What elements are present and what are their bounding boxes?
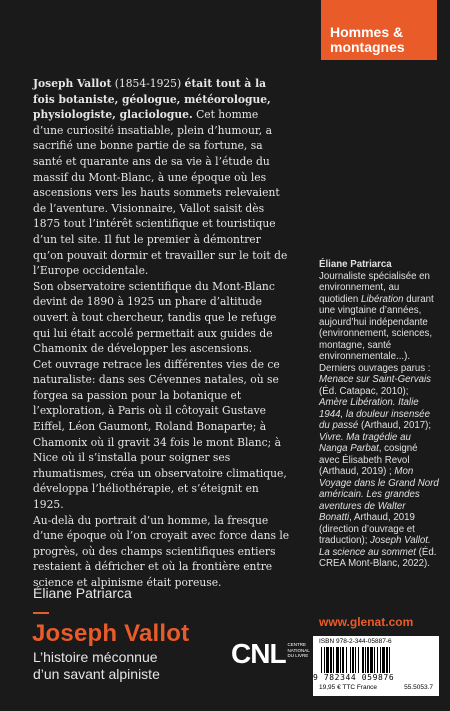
cnl-text: CENTRE NATIONAL DU LIVRE <box>287 642 310 658</box>
bio-text-7: (Éd. CREA Mont-Blanc, 2022). <box>319 546 437 569</box>
bio-italic-5: Mon Voyage dans le Grand Nord américain. Les grandes aventures de Walter Bonatti <box>319 466 439 523</box>
bio-text-1: Journaliste spécialisée en environnement, au quotidien <box>319 270 430 305</box>
bio-italic-1: Libération <box>361 293 404 305</box>
cnl-mark: CNL <box>231 638 286 669</box>
book-subtitle <box>33 649 233 683</box>
blurb-paragraph-1 <box>33 76 291 279</box>
author-bio <box>319 259 439 570</box>
product-code: 55.5053.7 <box>404 684 433 691</box>
blurb-paragraph-2: Son observatoire scientifique du Mont-Blanc devint de 1890 à 1925 un phare d’altitude ouvert à tout chercheur, tandis que le refuge qui lui était accolé permettait aux guides de Chamonix de développer les ascensions. <box>33 279 277 356</box>
ean-digits: 9 782344 059876 <box>313 673 395 682</box>
subtitle-line-2: d’un savant alpiniste <box>33 666 160 682</box>
bio-italic-4: Vivre. Ma tragédie au Nanga Parbat <box>319 431 411 454</box>
blurb-paragraph-4: Au-delà du portrait d’un homme, la fresque d’une époque où l’on croyait avec force dans le progrès, où des champs scientifiques entiers restaient à défricher et où la frontière entre science et alpinisme était poreuse. <box>33 513 290 589</box>
bio-italic-6: Joseph Vallot. La science au sommet <box>319 535 431 558</box>
cnl-logo <box>231 640 314 668</box>
blurb-lead-roles: était tout à la fois botaniste, géologue, météorologue, physiologiste, glaciologue. <box>33 77 271 122</box>
bio-italic-3: Amère Libération. Italie 1944, la douleur insensée du passé <box>319 397 430 431</box>
bio-italic-2: Menace sur Saint-Gervais <box>319 374 431 385</box>
bio-text-3: (Éd. Catapac, 2010); <box>319 385 409 397</box>
orange-divider <box>33 612 49 614</box>
subtitle-line-1: L’histoire méconnue <box>33 649 158 665</box>
barcode-icon <box>319 647 433 673</box>
bio-text-2: durant une vingtaine d’années, aujourd’hui indépendante (environnement, sciences, montagne, santé environnementale...). Derniers ouvrages parus : <box>319 293 434 374</box>
bio-text-5: , cosigné avec Élisabeth Revol (Arthaud, 2019) ; <box>319 443 418 477</box>
collection-badge <box>321 0 437 60</box>
blurb-lead-dates: (1854-1925) <box>111 77 185 90</box>
collection-line-2: montagnes <box>330 39 405 55</box>
bio-text-4: (Arthaud, 2017); <box>358 420 432 431</box>
blurb-text <box>33 76 291 591</box>
blurb-p1-tail: Cet homme d’une curiosité insatiable, plein d’humour, a sacrifié une bonne partie de sa fortune, sa santé et quarante ans de sa vie à l’étude du massif du Mont-Blanc, à une époque où les ascensions vers les hauts sommets relevaient de l’aventure. Visionnaire, Vallot saisit dès 1875 tout l’intérêt scientifique et touristique d’un tel site. Il fut le premier à démontrer qu’on pouvait dormir et travailler sur le toit de l’Europe occidentale. <box>33 108 288 278</box>
author-name: Éliane Patriarca <box>33 585 132 601</box>
blurb-paragraph-3: Cet ouvrage retrace les différentes vies de ce naturaliste: dans ses Cévennes natales, où se forgea sa passion pour la botanique et l’exploration, à Paris où il côtoyait Gustave Eiffel, Léon Gaumont, Roland Bonaparte; à Chamonix où il gravit 34 fois le mont Blanc; à Nice où il s’installa pour soigner ses rhumatismes, créa un observatoire climatique, développa l’héliothérapie, et s’éteignit en 1925. <box>33 357 287 512</box>
collection-line-1: Hommes & <box>330 24 404 40</box>
isbn-text: ISBN 978-2-344-05887-6 <box>319 638 392 645</box>
bio-text-6: , Arthaud, 2019 (direction d’ouvrage et traduction); <box>319 512 415 546</box>
price-text: 19,95 € TTC France <box>319 684 378 691</box>
bio-author-name: Éliane Patriarca <box>319 259 392 270</box>
barcode-box <box>313 636 439 696</box>
publisher-website[interactable]: www.glenat.com <box>319 615 414 629</box>
book-title: Joseph Vallot <box>32 620 190 647</box>
blurb-lead-name: Joseph Vallot <box>33 77 112 90</box>
